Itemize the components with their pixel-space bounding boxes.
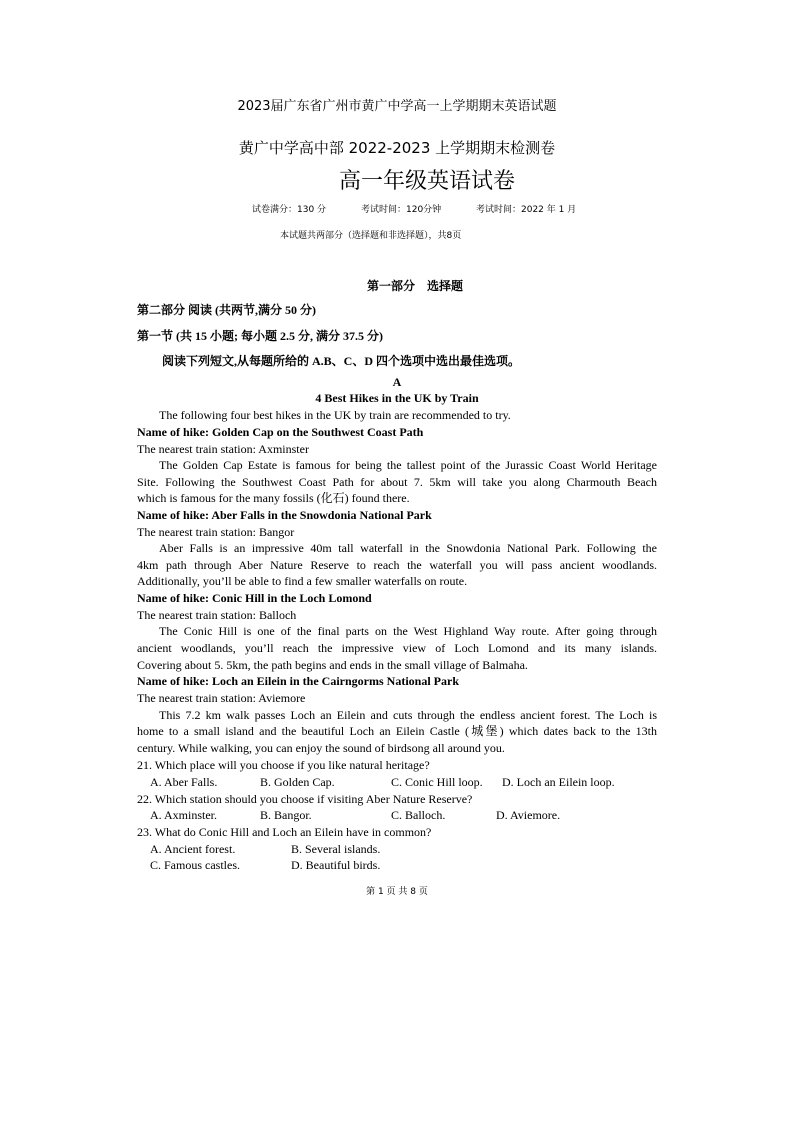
- hike-description-line: Covering about 5. 5km, the path begins and ends in the small village of Balmaha.: [137, 658, 528, 672]
- question-option: A. Axminster.: [150, 808, 218, 822]
- question-option: D. Beautiful birds.: [291, 858, 381, 872]
- page-number: 第 1 页 共 8 页: [366, 887, 428, 897]
- hike-description-line: which is famous for the many fossils (化石) found there.: [137, 491, 410, 505]
- passage-title: 4 Best Hikes in the UK by Train: [315, 391, 479, 405]
- hike-name: Name of hike: Conic Hill in the Loch Lomond: [137, 591, 372, 605]
- passage-intro: The following four best hikes in the UK by train are recommended to try.: [159, 408, 511, 422]
- exam-duration: 考试时间：120分钟: [361, 205, 442, 215]
- part-two-heading: 第二部分 阅读 (共两节,满分 50 分): [137, 303, 316, 317]
- hike-name: Name of hike: Aber Falls in the Snowdonia National Park: [137, 508, 432, 522]
- question-option: D. Loch an Eilein loop.: [502, 775, 615, 789]
- section-one-heading: 第一节 (共 15 小题; 每小题 2.5 分, 满分 37.5 分): [137, 329, 383, 343]
- paper-title: 高一年级英语试卷: [338, 169, 515, 194]
- hike-name: Name of hike: Golden Cap on the Southwest Coast Path: [137, 425, 424, 439]
- hike-description-line: home to a small island and the beautiful Loch an Eilein Castle (城堡) which dates back to the 13th: [137, 724, 657, 738]
- reading-instruction: 阅读下列短文,从每题所给的 A.B、C、D 四个选项中选出最佳选项。: [162, 354, 521, 368]
- hike-description-line: century. While walking, you can enjoy the sound of birdsong all around you.: [137, 741, 505, 755]
- part-one-heading: 第一部分 选择题: [366, 279, 463, 293]
- exam-date: 考试时间：2022 年 1 月: [476, 205, 577, 215]
- question-option: A. Aber Falls.: [150, 775, 218, 789]
- document-title: 2023届广东省广州市黄广中学高一上学期期末英语试题: [237, 99, 557, 114]
- school-exam-title: 黄广中学高中部 2022-2023 上学期期末检测卷: [238, 139, 556, 157]
- hike-station: The nearest train station: Balloch: [137, 608, 297, 622]
- hike-description-line: The Golden Cap Estate is famous for being the tallest point of the Jurassic Coast World Heritage: [159, 458, 657, 472]
- exam-score: 试卷满分：130 分: [252, 205, 327, 215]
- question-stem: 22. Which station should you choose if visiting Aber Nature Reserve?: [137, 792, 473, 806]
- hike-description-line: Site. Following the Southwest Coast Path for about 7. 5km will take you along Charmouth Beach: [137, 475, 657, 489]
- passage-label: A: [392, 375, 402, 389]
- hike-name: Name of hike: Loch an Eilein in the Cairngorms National Park: [137, 674, 460, 688]
- hike-description-line: 4km path through Aber Nature Reserve to reach the waterfall you will pass ancient woodlands.: [137, 558, 657, 572]
- question-option: B. Bangor.: [260, 808, 312, 822]
- hike-description-line: ancient woodlands, you’ll reach the impressive view of Loch Lomond and its many islands.: [137, 641, 657, 655]
- question-option: C. Conic Hill loop.: [391, 775, 483, 789]
- question-option: D. Aviemore.: [496, 808, 561, 822]
- hike-description-line: The Conic Hill is one of the final parts on the West Highland Way route. After going through: [159, 624, 657, 638]
- hike-station: The nearest train station: Axminster: [137, 442, 309, 456]
- question-option: A. Ancient forest.: [150, 842, 236, 856]
- hike-description-line: Aber Falls is an impressive 40m tall waterfall in the Snowdonia National Park. Following the: [159, 541, 657, 555]
- hike-description-line: Additionally, you’ll be able to find a few smaller waterfalls on route.: [137, 574, 468, 588]
- question-stem: 23. What do Conic Hill and Loch an Eilein have in common?: [137, 825, 432, 839]
- question-option: B. Golden Cap.: [260, 775, 335, 789]
- hike-description-line: This 7.2 km walk passes Loch an Eilein and cuts through the endless ancient forest. The Loch is: [159, 708, 657, 722]
- hike-station: The nearest train station: Aviemore: [137, 691, 306, 705]
- exam-note: 本试题共两部分（选择题和非选择题），共8页: [280, 231, 462, 241]
- question-option: B. Several islands.: [291, 842, 381, 856]
- question-stem: 21. Which place will you choose if you like natural heritage?: [137, 758, 430, 772]
- question-option: C. Famous castles.: [150, 858, 240, 872]
- hike-station: The nearest train station: Bangor: [137, 525, 295, 539]
- question-option: C. Balloch.: [391, 808, 446, 822]
